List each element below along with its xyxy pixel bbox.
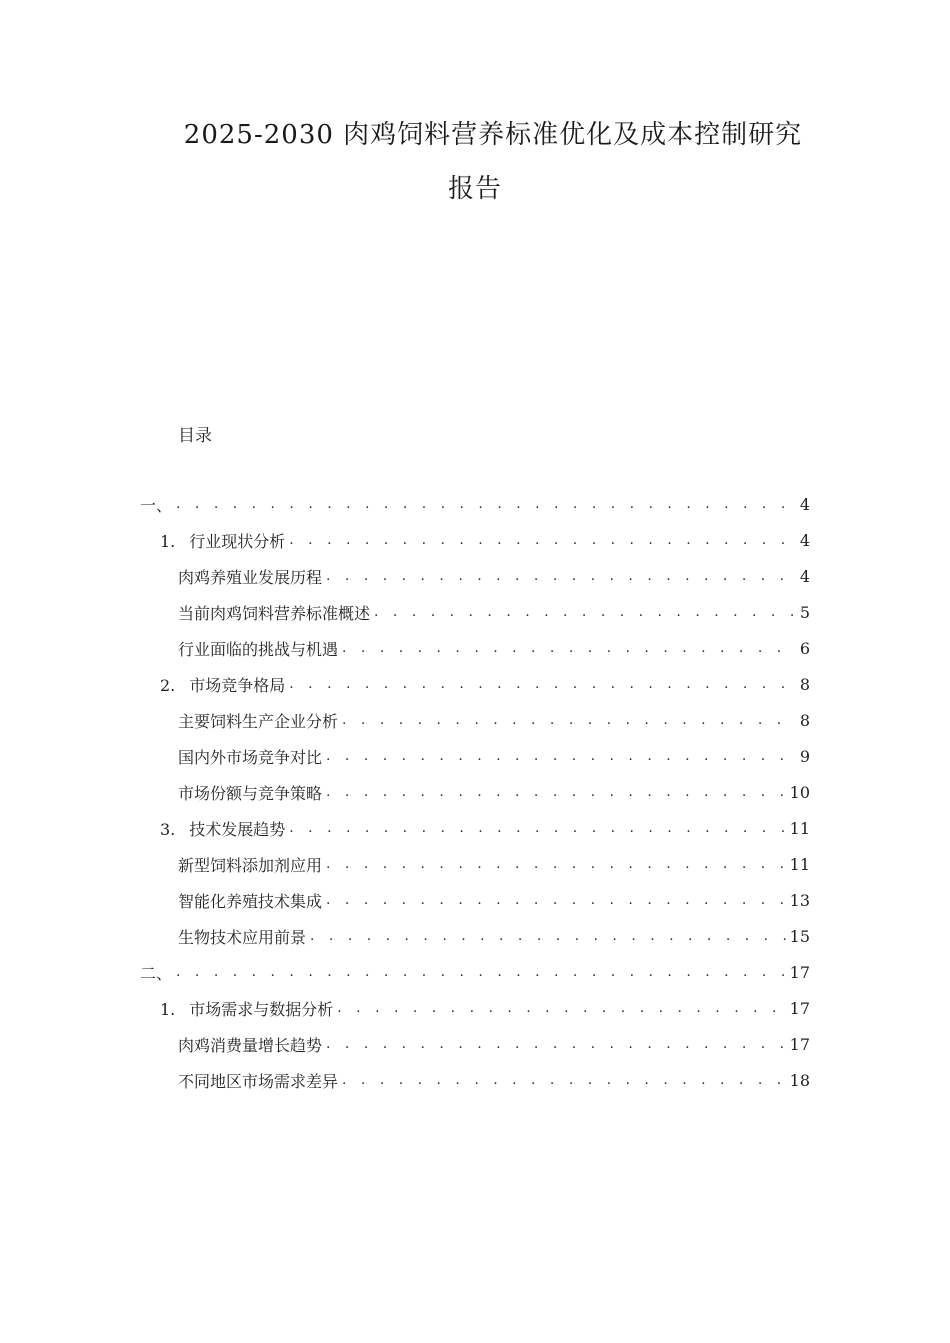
- toc-leader-dots: [326, 784, 786, 800]
- toc-entry-page: 11: [789, 854, 810, 874]
- toc-entry-subsection[interactable]: [178, 630, 810, 666]
- toc-entry-subsection[interactable]: [178, 558, 810, 594]
- toc-entry-label: 国内外市场竞争对比: [178, 747, 323, 767]
- toc-leader-dots: [342, 712, 794, 728]
- toc-entry-subsection[interactable]: [178, 702, 810, 738]
- toc-leader-dots: [342, 640, 794, 656]
- toc-entry-subsection[interactable]: [178, 1026, 810, 1062]
- toc-leader-dots: [342, 1072, 786, 1088]
- toc-leader-dots: [374, 604, 794, 620]
- toc-entry-subsection[interactable]: [178, 738, 810, 774]
- toc-entry-section[interactable]: [160, 810, 810, 846]
- toc-leader-dots: [337, 1000, 785, 1016]
- toc-entry-number: 2.: [160, 675, 176, 695]
- toc-entry-subsection[interactable]: [178, 1062, 810, 1098]
- toc-entry-label: 市场需求与数据分析: [189, 999, 334, 1019]
- toc-entry-subsection[interactable]: [178, 918, 810, 954]
- toc-leader-dots: [289, 676, 794, 692]
- toc-entry-label: 生物技术应用前景: [178, 927, 307, 947]
- toc-entry-label: 行业面临的挑战与机遇: [178, 639, 339, 659]
- toc-entry-label: 一、: [140, 495, 173, 515]
- toc-leader-dots: [326, 892, 786, 908]
- toc-entry-label: 不同地区市场需求差异: [178, 1071, 339, 1091]
- toc-entry-page: 10: [789, 782, 810, 802]
- toc-entry-label: 市场竞争格局: [189, 675, 286, 695]
- toc-entry-page: 13: [789, 890, 810, 910]
- toc-entry-page: 6: [799, 638, 810, 658]
- toc-entry-label: 新型饲料添加剂应用: [178, 855, 323, 875]
- toc-leader-dots: [176, 496, 794, 512]
- document-title-continuation: 报告: [447, 174, 502, 204]
- toc-entry-page: 8: [799, 710, 810, 730]
- toc-leader-dots: [326, 1036, 786, 1052]
- toc-entry-label: 当前肉鸡饲料营养标准概述: [178, 603, 371, 623]
- toc-entry-page: 17: [789, 962, 810, 982]
- toc-entry-label: 肉鸡消费量增长趋势: [178, 1035, 323, 1055]
- toc-entry-page: 5: [799, 602, 810, 622]
- toc-entry-section[interactable]: [160, 522, 810, 558]
- toc-entry-subsection[interactable]: [178, 882, 810, 918]
- toc-entry-page: 8: [799, 674, 810, 694]
- toc-entry-number: 1.: [160, 999, 176, 1019]
- toc-leader-dots: [176, 964, 786, 980]
- toc-entry-page: 17: [789, 1034, 810, 1054]
- toc-leader-dots: [326, 748, 794, 764]
- toc-leader-dots: [326, 568, 794, 584]
- toc-entry-label: 二、: [140, 963, 173, 983]
- toc-entry-section[interactable]: [160, 990, 810, 1026]
- toc-entry-subsection[interactable]: [178, 774, 810, 810]
- toc-entry-page: 18: [789, 1070, 810, 1090]
- toc-entry-part-2[interactable]: [140, 954, 810, 990]
- toc-entry-part-1[interactable]: [140, 486, 810, 522]
- document-title: 2025-2030 肉鸡饲料营养标准优化及成本控制研究: [183, 120, 803, 150]
- toc-entry-label: 肉鸡养殖业发展历程: [178, 567, 323, 587]
- toc-entry-page: 4: [799, 530, 810, 550]
- toc-heading: 目录: [178, 426, 212, 446]
- toc-entry-label: 智能化养殖技术集成: [178, 891, 323, 911]
- toc-entry-label: 市场份额与竞争策略: [178, 783, 323, 803]
- toc-entry-label: 技术发展趋势: [189, 819, 286, 839]
- toc-entry-page: 17: [789, 998, 810, 1018]
- toc-entry-label: 主要饲料生产企业分析: [178, 711, 339, 731]
- toc-entry-page: 11: [789, 818, 810, 838]
- toc-entry-label: 行业现状分析: [189, 531, 286, 551]
- toc-entry-subsection[interactable]: [178, 846, 810, 882]
- toc-entry-section[interactable]: [160, 666, 810, 702]
- toc-leader-dots: [326, 856, 786, 872]
- toc-entry-subsection[interactable]: [178, 594, 810, 630]
- toc-entry-number: 1.: [160, 531, 176, 551]
- toc-leader-dots: [289, 820, 785, 836]
- toc-entry-page: 9: [799, 746, 810, 766]
- toc-leader-dots: [289, 532, 794, 548]
- toc-entry-page: 4: [799, 566, 810, 586]
- toc-entry-page: 4: [799, 494, 810, 514]
- toc-entry-number: 3.: [160, 819, 176, 839]
- toc-entry-page: 15: [789, 926, 810, 946]
- toc-leader-dots: [310, 928, 786, 944]
